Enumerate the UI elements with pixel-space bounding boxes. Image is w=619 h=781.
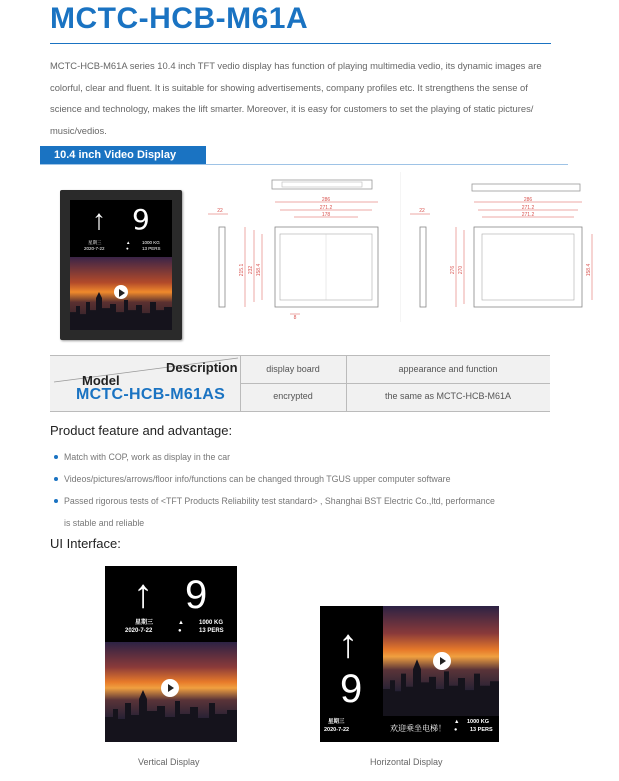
front-panel-outline [275, 227, 378, 307]
up-arrow-icon: ↑ [133, 572, 153, 616]
vertical-display-caption: Vertical Display [138, 757, 200, 767]
feature-item [54, 468, 554, 490]
rear-dim-width-outer: 286 [523, 197, 533, 203]
play-icon[interactable] [114, 285, 128, 299]
capacity-label: 1000 KG [199, 620, 224, 626]
dim-height-inner: 158.4 [256, 263, 262, 277]
dim-depth: 22 [217, 208, 223, 214]
rear-panel-outline [474, 227, 582, 307]
dim-width-inner: 178 [321, 212, 331, 218]
section-divider [40, 164, 568, 165]
feature-text: Passed rigorous tests of <TFT Products Reliability test standard> , Shanghai BST Electric Co.,ltd, performance [64, 496, 495, 506]
spec-table [50, 355, 550, 412]
up-arrow-icon: ↑ [92, 204, 106, 235]
weight-icon: ▲ [454, 719, 460, 725]
capacity-label: 1000 KG [467, 719, 490, 725]
spec-model-name: MCTC-HCB-M61AS [76, 386, 226, 403]
rear-dim-height-mid: 270 [458, 265, 464, 275]
date-label: 2020-7-22 [324, 727, 350, 733]
city-video-image [105, 642, 237, 742]
persons-label: 13 PERS [142, 246, 161, 251]
front-view-drawing [200, 172, 390, 327]
feature-text: Match with COP, work as display in the car [64, 452, 231, 462]
side-profile-outline [219, 227, 225, 307]
bullet-icon [54, 499, 58, 503]
device-info-panel [70, 200, 172, 257]
section-label: 10.4 inch Video Display [40, 146, 206, 164]
play-icon[interactable] [161, 679, 179, 697]
play-icon[interactable] [433, 652, 451, 670]
spec-cell-same-as: the same as MCTC-HCB-M61A [384, 391, 512, 401]
feature-text: Videos/pictures/arrows/floor info/functions can be changed through TGUS upper computer software [64, 474, 451, 484]
page-title: MCTC-HCB-M61A [50, 2, 309, 35]
weight-icon: ▲ [126, 240, 131, 245]
person-icon: ● [178, 628, 182, 634]
features-title: Product feature and advantage: [50, 423, 233, 438]
floor-number: 9 [185, 573, 208, 617]
vertical-display [105, 566, 237, 742]
rear-dim-height-inner: 158.4 [586, 263, 592, 277]
horizontal-display [320, 606, 499, 742]
top-bezel-outline [272, 180, 372, 189]
dim-height-mid: 232 [248, 265, 254, 275]
weekday-label: 星期三 [328, 719, 345, 725]
feature-continuation: is stable and reliable [64, 518, 145, 528]
feature-item [54, 446, 554, 468]
floor-number: 9 [340, 667, 363, 711]
weekday-label: 星期三 [135, 620, 154, 626]
device-screen [70, 200, 172, 330]
bullet-icon [54, 477, 58, 481]
rear-dim-width-mid: 271.2 [521, 205, 535, 211]
dim-margin: 8 [293, 315, 297, 321]
spec-model-header: Model [82, 373, 120, 388]
city-video-image [70, 257, 172, 330]
spec-cell-appearance: appearance and function [398, 364, 498, 374]
weekday-label: 星期三 [88, 240, 102, 245]
title-divider [50, 43, 551, 44]
spec-cell-encrypted: encrypted [273, 391, 313, 401]
feature-item [54, 490, 554, 512]
floor-number: 9 [132, 203, 150, 236]
features-list [54, 446, 554, 534]
persons-label: 13 PERS [470, 727, 493, 733]
intro-paragraph: MCTC-HCB-M61A series 10.4 inch TFT vedio display has function of playing multimedia vedio, its dynamic images are colorful, clear and fluent. It is suitable for showing advertisements, company profiles etc. It strengthens the sense of science and technology, makes the lift smarter. Moreover, it is easy for customers to set the playing of static pictures/ music/vedios. [50, 60, 542, 136]
city-video-image [383, 606, 499, 716]
dim-height-outer: 215.1 [239, 263, 245, 277]
product-device [60, 190, 182, 340]
person-icon: ● [126, 246, 129, 251]
spec-description-header: Description [166, 360, 238, 375]
rear-dim-width-inner: 271.2 [521, 212, 535, 218]
welcome-message: 欢迎乘坐电梯！ [390, 724, 446, 733]
up-arrow-icon: ↑ [338, 622, 358, 666]
persons-label: 13 PERS [199, 628, 224, 634]
ui-interface-title: UI Interface: [50, 536, 121, 551]
weight-icon: ▲ [178, 620, 184, 626]
bullet-icon [54, 455, 58, 459]
dim-width-mid: 271.2 [319, 205, 333, 211]
horizontal-display-caption: Horizontal Display [370, 757, 443, 767]
date-label: 2020-7-22 [125, 628, 153, 634]
dim-width-outer: 286 [321, 197, 331, 203]
date-label: 2020-7-22 [84, 246, 105, 251]
spec-cell-display-board: display board [266, 364, 320, 374]
person-icon: ● [454, 727, 458, 733]
rear-dim-height-outer: 276 [450, 265, 456, 275]
rear-dim-depth: 22 [419, 208, 425, 214]
rear-top-outline [472, 184, 580, 191]
rear-view-drawing [400, 172, 600, 327]
capacity-label: 1000 KG [142, 240, 160, 245]
